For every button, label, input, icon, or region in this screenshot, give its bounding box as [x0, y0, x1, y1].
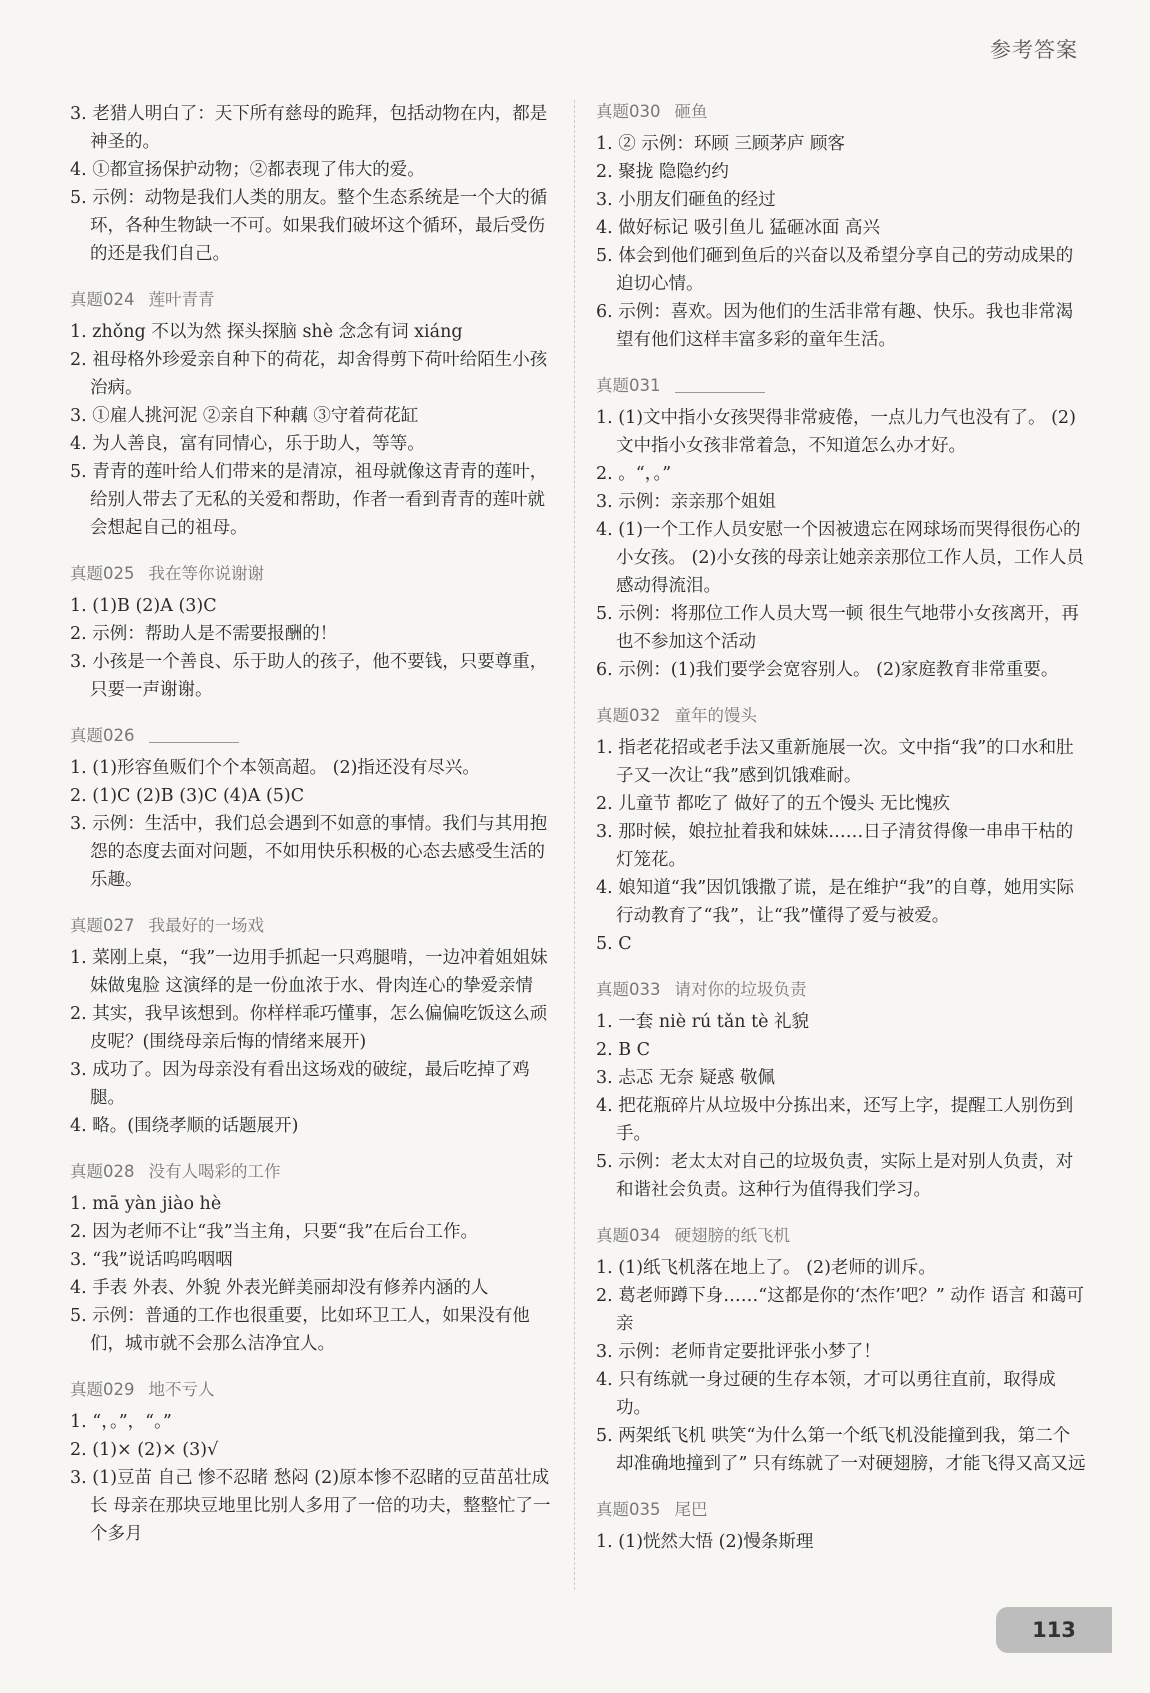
- answer-line: 1. 一套 niè rú tǎn tè 礼貌: [596, 1012, 810, 1032]
- section-heading: [70, 1160, 560, 1184]
- answer-line: 5. 示例：普通的工作也很重要，比如环卫工人，如果没有他们，城市就不会那么洁净宜人。: [70, 1306, 530, 1354]
- answer-line: 5. 示例：将那位工作人员大骂一顿 很生气地带小女孩离开，再也不参加这个活动: [596, 604, 1079, 652]
- section-heading: [70, 1378, 560, 1402]
- answer-line: 5. C: [596, 934, 632, 954]
- answer-line: 4. 略。(围绕孝顺的话题展开): [70, 1116, 299, 1136]
- answer-section: [596, 978, 1086, 1204]
- answer-line: 1. ② 示例：环顾 三顾茅庐 顾客: [596, 134, 845, 154]
- answer-line: 3. (1)豆苗 自己 惨不忍睹 愁闷 (2)原本惨不忍睹的豆苗茁壮成长 母亲在那块豆地里比别人多用了一倍的功夫，整整忙了一个多月: [70, 1468, 551, 1544]
- section-number: 真题030: [596, 102, 661, 121]
- answer-line: 1. (1)文中指小女孩哭得非常疲倦，一点儿力气也没有了。 (2)文中指小女孩非常着急，不知道怎么办才好。: [596, 408, 1076, 456]
- answer-line: 1. “，。”，“。”: [70, 1412, 172, 1432]
- answer-line: 2. 因为老师不让“我”当主角，只要“我”在后台工作。: [70, 1222, 479, 1242]
- section-title: 砸鱼: [674, 102, 708, 121]
- answer-line: 1. zhǒng 不以为然 探头探脑 shè 念念有词 xiáng: [70, 322, 463, 342]
- answer-line: 2. 聚拢 隐隐约约: [596, 162, 729, 182]
- answer-line: 2. 其实，我早该想到。你样样乖巧懂事，怎么偏偏吃饭这么顽皮呢？(围绕母亲后悔的情绪来展开): [70, 1004, 548, 1052]
- answer-line: 3. 小朋友们砸鱼的经过: [596, 190, 776, 210]
- answer-section: [70, 288, 560, 542]
- section-number: 真题033: [596, 980, 661, 999]
- answer-line: 1. 菜刚上桌，“我”一边用手抓起一只鸡腿啃，一边冲着姐姐妹妹做鬼脸 这演绎的是一份血浓于水、骨肉连心的挚爱亲情: [70, 948, 548, 996]
- answer-line: 3. 成功了。因为母亲没有看出这场戏的破绽，最后吃掉了鸡腿。: [70, 1060, 530, 1108]
- answer-line: 4. 手表 外表、外貌 外表光鲜美丽却没有修养内涵的人: [70, 1278, 489, 1298]
- answer-section: [596, 100, 1086, 354]
- section-heading: [596, 1498, 1086, 1522]
- answer-line: 6. 示例：(1)我们要学会宽容别人。 (2)家庭教育非常重要。: [596, 660, 1059, 680]
- section-heading: [70, 288, 560, 312]
- left-column: [70, 100, 560, 1568]
- answer-line: 5. 示例：老太太对自己的垃圾负责，实际上是对别人负责，对和谐社会负责。这种行为值得我们学习。: [596, 1152, 1074, 1200]
- answer-line: 6. 示例：喜欢。因为他们的生活非常有趣、快乐。我也非常渴望有他们这样丰富多彩的童年生活。: [596, 302, 1074, 350]
- answer-line: 1. mā yàn jiào hè: [70, 1194, 222, 1214]
- section-number: 真题032: [596, 706, 661, 725]
- section-heading: [70, 914, 560, 938]
- answer-line: 3. 示例：亲亲那个姐姐: [596, 492, 776, 512]
- answer-line: 4. 把花瓶碎片从垃圾中分拣出来，还写上字，提醒工人别伤到手。: [596, 1096, 1074, 1144]
- answer-line: 1. (1)B (2)A (3)C: [70, 596, 217, 616]
- blank-title-line: [675, 380, 765, 393]
- answer-line: 3. 示例：生活中，我们总会遇到不如意的事情。我们与其用抱怨的态度去面对问题，不如用快乐积极的心态去感受生活的乐趣。: [70, 814, 548, 890]
- answer-line: 3. 忐忑 无奈 疑惑 敬佩: [596, 1068, 775, 1088]
- page-header: 参考答案: [990, 38, 1078, 62]
- answer-line: 1. (1)纸飞机落在地上了。 (2)老师的训斥。: [596, 1258, 936, 1278]
- section-title: 童年的馒头: [674, 706, 757, 725]
- answer-line: 5. 体会到他们砸到鱼后的兴奋以及希望分享自己的劳动成果的迫切心情。: [596, 246, 1074, 294]
- page-number: 113: [996, 1607, 1112, 1653]
- section-number: 真题024: [70, 290, 135, 309]
- section-number: 真题028: [70, 1162, 135, 1181]
- answer-line: 4. 为人善良，富有同情心，乐于助人，等等。: [70, 434, 425, 454]
- section-heading: [596, 978, 1086, 1002]
- answer-section: [596, 374, 1086, 684]
- section-title: 没有人喝彩的工作: [148, 1162, 281, 1181]
- section-number: 真题025: [70, 564, 135, 583]
- answer-section: [70, 562, 560, 704]
- section-heading: [596, 100, 1086, 124]
- right-column: [596, 100, 1086, 1576]
- section-number: 真题029: [70, 1380, 135, 1399]
- answer-section: [70, 1160, 560, 1358]
- answer-line: 2. (1)× (2)× (3)√: [70, 1440, 219, 1460]
- section-heading: [596, 1224, 1086, 1248]
- section-number: 真题031: [596, 376, 661, 395]
- answer-line: 2. B C: [596, 1040, 651, 1060]
- answer-line: 3. 示例：老师肯定要批评张小梦了！: [596, 1342, 881, 1362]
- answer-line: 3. 老猎人明白了：天下所有慈母的跪拜，包括动物在内，都是神圣的。: [70, 104, 548, 152]
- section-number: 真题034: [596, 1226, 661, 1245]
- answer-line: 2. 。“，。”: [596, 464, 672, 484]
- answer-line: 5. 示例：动物是我们人类的朋友。整个生态系统是一个大的循环，各种生物缺一不可。如果我们破坏这个循环，最后受伤的还是我们自己。: [70, 188, 548, 264]
- section-heading: [70, 562, 560, 586]
- answer-line: 3. “我”说话呜呜咽咽: [70, 1250, 233, 1270]
- section-heading: [70, 724, 560, 748]
- answer-line: 3. 那时候，娘拉扯着我和妹妹……日子清贫得像一串串干枯的灯笼花。: [596, 822, 1074, 870]
- answer-line: 1. (1)形容鱼贩们个个本领高超。 (2)指还没有尽兴。: [70, 758, 480, 778]
- section-number: 真题035: [596, 1500, 661, 1519]
- section-title: 莲叶青青: [148, 290, 215, 309]
- answer-line: 4. 只有练就一身过硬的生存本领，才可以勇往直前，取得成功。: [596, 1370, 1056, 1418]
- answer-line: 1. 指老花招或老手法又重新施展一次。文中指“我”的口水和肚子又一次让“我”感到饥饿难耐。: [596, 738, 1074, 786]
- section-number: 真题027: [70, 916, 135, 935]
- answer-line: 2. (1)C (2)B (3)C (4)A (5)C: [70, 786, 305, 806]
- section-title: 请对你的垃圾负责: [674, 980, 807, 999]
- section-heading: [596, 704, 1086, 728]
- answer-section: [596, 1224, 1086, 1478]
- answer-line: 4. 娘知道“我”因饥饿撒了谎，是在维护“我”的自尊，她用实际行动教育了“我”，让“我”懂得了爱与被爱。: [596, 878, 1075, 926]
- answer-line: 5. 两架纸飞机 哄笑“为什么第一个纸飞机没能撞到我，第二个却准确地撞到了” 只有练就了一对硬翅膀，才能飞得又高又远: [596, 1426, 1086, 1474]
- answer-section: [70, 724, 560, 894]
- section-heading: [596, 374, 1086, 398]
- blank-title-line: [149, 730, 239, 743]
- section-title: 尾巴: [674, 1500, 708, 1519]
- section-number: 真题026: [70, 726, 135, 745]
- answer-line: 4. ①都宣扬保护动物；②都表现了伟大的爱。: [70, 160, 425, 180]
- answer-line: 2. 示例：帮助人是不需要报酬的！: [70, 624, 338, 644]
- answer-line: 4. (1)一个工作人员安慰一个因被遗忘在网球场而哭得很伤心的小女孩。 (2)小女孩的母亲让她亲亲那位工作人员，工作人员感动得流泪。: [596, 520, 1084, 596]
- answer-section: [70, 100, 560, 268]
- answer-line: 2. 祖母格外珍爱亲自种下的荷花，却舍得剪下荷叶给陌生小孩治病。: [70, 350, 548, 398]
- column-divider: [574, 100, 575, 1590]
- answer-line: 5. 青青的莲叶给人们带来的是清凉，祖母就像这青青的莲叶，给别人带去了无私的关爱和帮助，作者一看到青青的莲叶就会想起自己的祖母。: [70, 462, 548, 538]
- section-title: 地不亏人: [148, 1380, 215, 1399]
- answer-section: [70, 1378, 560, 1548]
- answer-line: 4. 做好标记 吸引鱼儿 猛砸冰面 高兴: [596, 218, 880, 238]
- answer-line: 3. ①雇人挑河泥 ②亲自下种藕 ③守着荷花缸: [70, 406, 419, 426]
- answer-line: 3. 小孩是一个善良、乐于助人的孩子，他不要钱，只要尊重，只要一声谢谢。: [70, 652, 548, 700]
- answer-section: [596, 704, 1086, 958]
- answer-line: 2. 儿童节 都吃了 做好了的五个馒头 无比愧疚: [596, 794, 950, 814]
- answer-line: 1. (1)恍然大悟 (2)慢条斯理: [596, 1532, 814, 1552]
- answer-section: [70, 914, 560, 1140]
- answer-section: [596, 1498, 1086, 1556]
- section-title: 我最好的一场戏: [148, 916, 264, 935]
- section-title: 我在等你说谢谢: [148, 564, 264, 583]
- section-title: 硬翅膀的纸飞机: [674, 1226, 790, 1245]
- answer-line: 2. 葛老师蹲下身……“这都是你的‘杰作’吧？” 动作 语言 和蔼可亲: [596, 1286, 1084, 1334]
